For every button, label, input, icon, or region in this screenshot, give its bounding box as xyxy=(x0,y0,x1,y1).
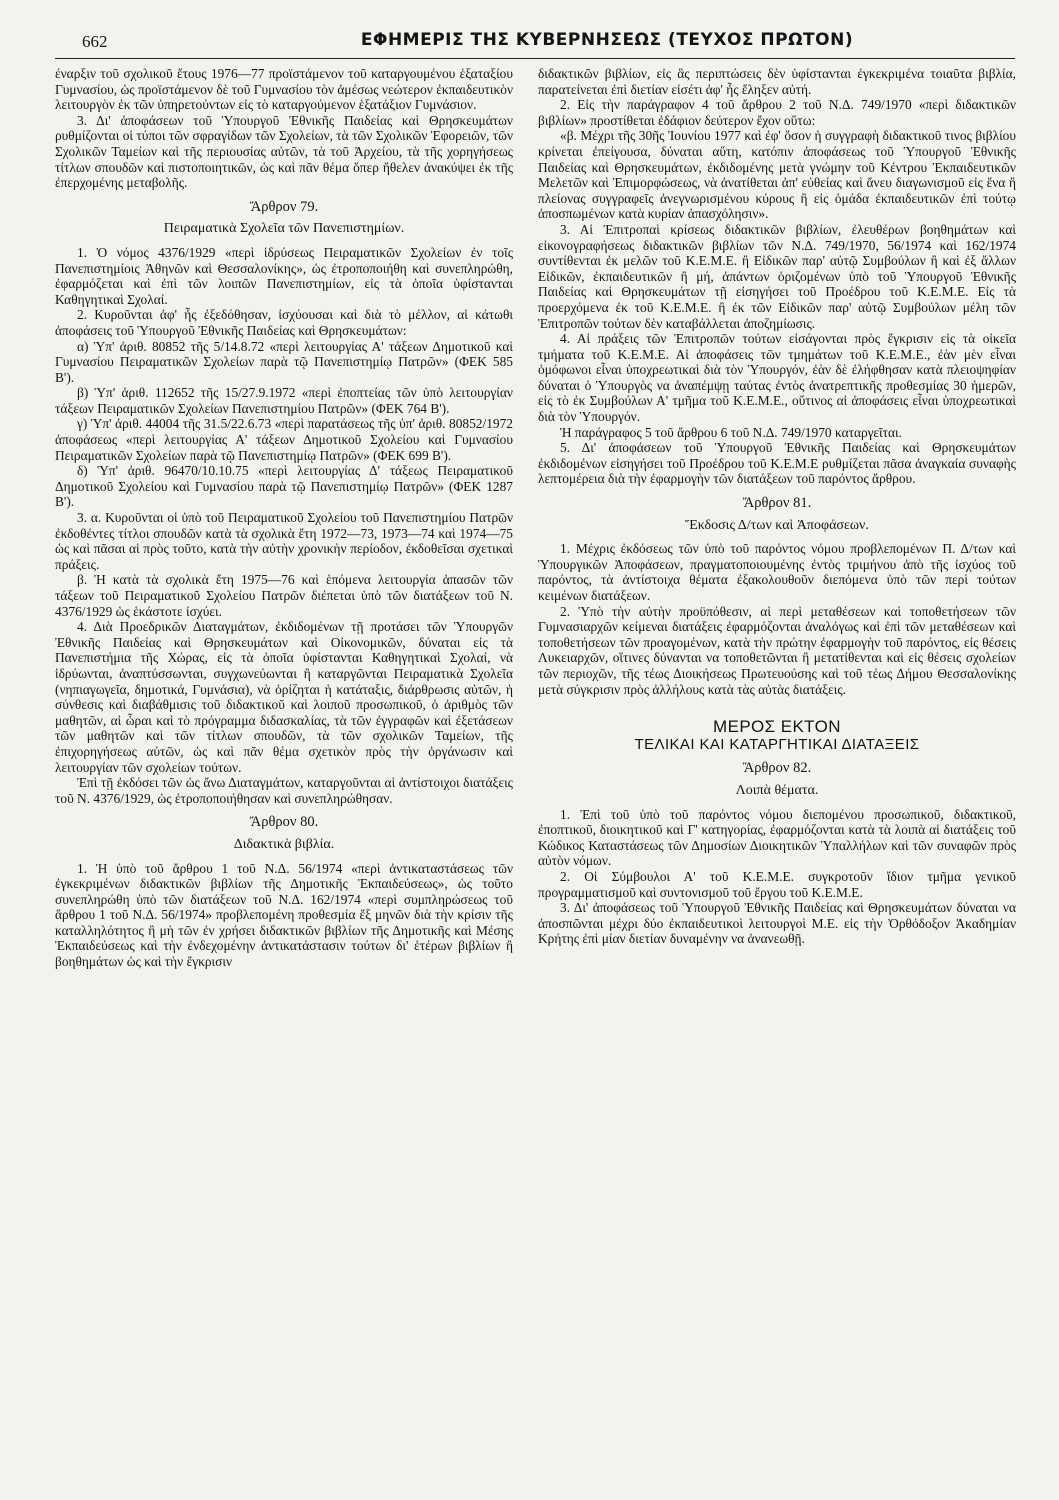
paragraph: 1. Ἐπὶ τοῦ ὑπὸ τοῦ παρόντος νόμου διεπομένου προσωπικοῦ, διδακτικοῦ, ἐποπτικοῦ, διοικητικοῦ καὶ Γ' κατηγορίας, ἐφαρμόζονται κατὰ τὰ λοιπὰ αἱ διατάξεις τοῦ Κώδικος Καταστάσεως τῶν Δημοσίων Διοικητικῶν Ὑπαλλήλων καὶ τῶν συναφῶν πρὸς αὐτὸν νόμων. xyxy=(538,806,1016,869)
paragraph: «β. Μέχρι τῆς 30ῆς Ἰουνίου 1977 καὶ ἐφ' ὅσον ἡ συγγραφὴ διδακτικοῦ τινος βιβλίου κρίνεται ἐπείγουσα, δύναται αὕτη, κατόπιν ἀποφάσεως τοῦ Ὑπουργοῦ Ἐθνικῆς Παιδείας καὶ Θρησκευμάτων, ἐκδιδομένης μετὰ γνώμην τοῦ Κέντρου Ἐκπαιδευτικῶν Μελετῶν καὶ Ἐπιμορφώσεως, νὰ ἀνατίθεται ἀπ' εὐθείας καὶ ἄνευ διαγωνισμοῦ εἰς ἕνα ἢ πλείονας συγγραφεῖς ἀνεγνωρισμένου κύρους ἢ εἰς ὁμάδα ἐκπαιδευτικῶν ἐπὶ τούτῳ ἀποσπωμένων κατὰ κυρίαν ἀπασχόλησιν». xyxy=(538,128,1016,222)
page-number: 662 xyxy=(82,32,108,51)
paragraph: διδακτικῶν βιβλίων, εἰς ἃς περιπτώσεις δὲν ὑφίστανται ἐγκεκριμένα τοιαῦτα βιβλία, παρατείνεται ἐπὶ διετίαν εἰσέτι ἀφ' ἧς ἔληξεν αὐτή. xyxy=(538,66,1016,97)
article-heading: Ἄρθρον 81. xyxy=(742,495,812,512)
paragraph: 2. Ὑπὸ τὴν αὐτὴν προϋπόθεσιν, αἱ περὶ μεταθέσεων καὶ τοποθετήσεων τῶν Γυμνασιαρχῶν κείμεναι διατάξεις ἐφαρμόζονται ἀναλόγως καὶ ἐπὶ τῶν μεταθέσεων καὶ τοποθετήσεων τῶν προαγομένων, κατὰ τὴν πρώτην ἐφαρμογὴν τοῦ παρόντος, εἰς θέσεις Λυκειαρχῶν, οἵτινες δύνανται να τοποθετῶνται ἢ μετατίθενται καὶ εἰς θέσεις σχολείων τῶν περιοχῶν, τῆς τέως Διοικήσεως Πρωτευούσης καὶ τοῦ τέως Δήμου Θεσσαλονίκης μετὰ σύγκρισιν πρὸς ἀλλήλους κατὰ τὰς αὐτὰς διατάξεις. xyxy=(538,603,1016,697)
gazette-title: ΕΦΗΜΕΡΙΣ ΤΗΣ ΚΥΒΕΡΝΗΣΕΩΣ (ΤΕΥΧΟΣ ΠΡΩΤΟΝ) xyxy=(360,30,854,50)
paragraph: 4. Αἱ πράξεις τῶν Ἐπιτροπῶν τούτων εἰσάγονται πρὸς ἔγκρισιν εἰς τὰ οἰκεῖα τμήματα τοῦ Κ.Ε.Μ.Ε. Αἱ ἀποφάσεις τῶν τμημάτων τοῦ Κ.Ε.Μ.Ε., ἐὰν μὲν εἶναι ὁμόφωνοι εἶναι ὑποχρεωτικαὶ διὰ τὸν Ὑπουργόν, ἐὰν δὲ ἐλήφθησαν κατὰ πλειοψηφίαν δύναται ὁ Ὑπουργὸς να ἀναπέμψῃ ταύτας ἐντὸς ἀνατρεπτικῆς προθεσμίας 30 ἡμερῶν, εἰς τὸ ἐκ Συμβούλων Α' τμῆμα τοῦ Κ.Ε.Μ.Ε., οὕτινος αἱ ἀποφάσεις εἶναι ὑποχρεωτικαὶ διὰ τὸν Ὑπουργόν. xyxy=(538,331,1016,425)
paragraph: 4. Διὰ Προεδρικῶν Διαταγμάτων, ἐκδιδομένων τῇ προτάσει τῶν Ὑπουργῶν Ἐθνικῆς Παιδείας καὶ Θρησκευμάτων καὶ Οἰκονομικῶν, δύναται εἰς τὰ Πανεπιστήμια τῆς Χώρας, εἰς τὰ ὁποῖα ὑφίστανται Καθηγητικαὶ Σχολαί, νὰ ἱδρύωνται, ἀναπτύσσωνται, συγχωνεύωνται ἢ καταργῶνται Πειραματικὰ Σχολεῖα (νηπιαγωγεῖα, δημοτικά, Γυμνάσια), νὰ ὁρίζηται ἡ κατάταξις, διάρθρωσις αὐτῶν, ἡ σύνθεσις καὶ διαβάθμισις τοῦ διδακτικοῦ καὶ λοιποῦ προσωπικοῦ, ὁ ἀριθμὸς τῶν μαθητῶν, αἱ ὧραι καὶ τὸ πρόγραμμα διδασκαλίας, τὰ τῶν ἐγγραφῶν καὶ ἐξετάσεων τῶν μαθητῶν καὶ τῶν τίτλων σπουδῶν, τὰ τῶν σχολικῶν Ταμείων, τῆς ἐπιχορηγήσεως αὐτῶν, ὡς καὶ πᾶν θέμα σχετικὸν πρὸς τὴν ὀργάνωσιν καὶ λειτουργίαν τῶν σχολείων τούτων. xyxy=(55,619,513,775)
paragraph: 1. Ὁ νόμος 4376/1929 «περὶ ἱδρύσεως Πειραματικῶν Σχολείων ἐν τοῖς Πανεπιστημίοις Ἀθηνῶν καὶ Θεσσαλονίκης», ὡς ἐτροποποιήθη καὶ συνεπληρώθη, ἐφαρμόζεται καὶ ἐπὶ τῶν λοιπῶν Πανεπιστημίων, εἰς τὰ ὁποῖα ὑφίστανται Καθηγητικαὶ Σχολαί. xyxy=(55,244,513,307)
right-column xyxy=(538,66,1016,947)
paragraph: έναρξιν τοῦ σχολικοῦ ἔτους 1976—77 προϊστάμενον τοῦ καταργουμένου ἑξαταξίου Γυμνασίου, ὡς προϊστάμενον δὲ τοῦ Γυμνασίου τὸν ἀμέσως νεώτερον ἐκπαιδευτικὸν λειτουργὸν ἐκ τῶν ὑπηρετούντων εἰς τὸ καταργούμενον ἑξατάξιον Γυμνάσιον. xyxy=(55,66,513,113)
paragraph: α) Ὑπ' ἀριθ. 80852 τῆς 5/14.8.72 «περὶ λειτουργίας Α' τάξεων Δημοτικοῦ καὶ Γυμνασίου Πειραματικῶν Σχολείων παρὰ τῷ Πανεπιστημίῳ Πατρῶν» (ΦΕΚ 585 Β'). xyxy=(55,338,513,385)
paragraph: 3. α. Κυροῦνται οἱ ὑπὸ τοῦ Πειραματικοῦ Σχολείου τοῦ Πανεπιστημίου Πατρῶν ἐκδοθέντες τίτλοι σπουδῶν κατὰ τὰ σχολικὰ ἔτη 1972—73, 1973—74 καὶ 1974—75 ὡς καὶ πᾶσαι αἱ πρὸς τοῦτο, κατὰ τὴν αὐτὴν χρονικὴν περίοδον, ἐκδοθεῖσαι σχετικαὶ πράξεις. xyxy=(55,510,513,572)
part-title: ΤΕΛΙΚΑΙ ΚΑΙ ΚΑΤΑΡΓΗΤΙΚΑΙ ΔΙΑΤΑΞΕΙΣ xyxy=(634,735,920,753)
article-title: Ἔκδοσις Δ/των καὶ Ἀποφάσεων. xyxy=(685,517,869,533)
page-header xyxy=(82,30,1012,60)
paragraph: 3. Δι' ἀποφάσεως τοῦ Ὑπουργοῦ Ἐθνικῆς Παιδείας καὶ Θρησκευμάτων δύναται να ἀποσπῶνται μέχρι δύο ἐκπαιδευτικοὶ λειτουργοὶ Μ.Ε. εἰς τὴν Ὀρθόδοξον Ἀκαδημίαν Κρήτης ἐπὶ μίαν διετίαν δυναμένην να ἀνανεωθῇ. xyxy=(538,900,1016,947)
article-heading: Ἄρθρον 80. xyxy=(249,814,319,831)
left-column xyxy=(55,66,513,970)
article-title: Διδακτικὰ βιβλία. xyxy=(233,836,335,852)
paragraph: Ἡ παράγραφος 5 τοῦ ἄρθρου 6 τοῦ Ν.Δ. 749/1970 καταργεῖται. xyxy=(560,424,902,440)
paragraph: 1. Μέχρις ἐκδόσεως τῶν ὑπὸ τοῦ παρόντος νόμου προβλεπομένων Π. Δ/των καὶ Ὑπουργικῶν Ἀποφάσεων, πραγματοποιουμένης ἐντὸς τριμήνου ἀπὸ τῆς ἰσχύος τοῦ παρόντος, τὰ ἀντίστοιχα θέματα ἐξακολουθοῦν διεπόμενα ὑπὸ τῶν περὶ τούτων κειμένων διατάξεων. xyxy=(538,541,1016,603)
article-title: Λοιπὰ θέματα. xyxy=(735,782,819,798)
paragraph: 3. Αἱ Ἐπιτροπαὶ κρίσεως διδακτικῶν βιβλίων, ἐλευθέρων βοηθημάτων καὶ εἰκονογραφήσεως διδακτικῶν βιβλίων τῶν Ν.Δ. 749/1970, 56/1974 καὶ 162/1974 συντίθενται ἐκ μελῶν τοῦ Κ.Ε.Μ.Ε. ἢ Εἰδικῶν παρ' αὐτῷ Συμβούλων ἢ καὶ ἐξ ἄλλων Εἰδικῶν, ἐκπαιδευτικῶν ἢ μή, ἁπάντων ὁριζομένων ὑπὸ τοῦ Ὑπουργοῦ Ἐθνικῆς Παιδείας καὶ Θρησκευμάτων τῇ εἰσηγήσει τοῦ Προέδρου τοῦ Κ.Ε.Μ.Ε. Εἰς τὰ προερχόμενα ἐκ τοῦ Κ.Ε.Μ.Ε. ἢ ἐκ τῶν Εἰδικῶν παρ' αὐτῷ Συμβούλων μέλη τῶν Ἐπιτροπῶν τούτων δὲν καταβάλλεται ἀποζημίωσις. xyxy=(538,221,1016,331)
article-heading: Ἄρθρον 79. xyxy=(249,198,319,215)
paragraph: 3. Δι' ἀποφάσεων τοῦ Ὑπουργοῦ Ἐθνικῆς Παιδείας καὶ Θρησκευμάτων ρυθμίζονται οἱ τύποι τῶν σφραγίδων τῶν Σχολείων, τὰ τῶν Σχολικῶν Ἐφορειῶν, τῶν Σχολικῶν Ταμείων καὶ τῆς περιουσίας αὐτῶν, τὰ τοῦ Ἀρχείου, τὰ τῆς χορηγήσεως τίτλων σπουδῶν καὶ πιστοποιητικῶν, ὡς καὶ πᾶν θέμα ὅπερ ἤθελεν ἀνακύψει ἐκ τῆς ἐπερχομένης μεταβολῆς. xyxy=(55,112,513,191)
paragraph: 2. Οἱ Σύμβουλοι Α' τοῦ Κ.Ε.Μ.Ε. συγκροτοῦν ἴδιον τμῆμα γενικοῦ προγραμματισμοῦ καὶ συντονισμοῦ τοῦ ἔργου τοῦ Κ.Ε.Μ.Ε. xyxy=(538,868,1016,900)
paragraph: β. Ἡ κατὰ τὰ σχολικὰ ἔτη 1975—76 καὶ ἑπόμενα λειτουργία ἁπασῶν τῶν τάξεων τοῦ Πειραματικοῦ Σχολείου Πατρῶν διέπεται ὑπὸ τῶν διατάξεων τοῦ Ν. 4376/1929 ὡς ἑκάστοτε ἰσχύει. xyxy=(55,572,513,619)
paragraph: 2. Εἰς τὴν παράγραφον 4 τοῦ ἄρθρου 2 τοῦ Ν.Δ. 749/1970 «περὶ διδακτικῶν βιβλίων» προστίθεται ἐδάφιον δεύτερον ἔχον οὕτω: xyxy=(538,97,1016,128)
paragraph: 1. Ἡ ὑπὸ τοῦ ἄρθρου 1 τοῦ Ν.Δ. 56/1974 «περὶ ἀντικαταστάσεως τῶν ἐγκεκριμένων διδακτικῶν βιβλίων τῆς Δημοτικῆς Ἐκπαιδεύσεως», ὡς τοῦτο συνεπληρώθη ὑπὸ τῶν διατάξεων τοῦ Ν.Δ. 162/1974 «περὶ συμπληρώσεως τοῦ ἄρθρου 1 τοῦ Ν.Δ. 56/1974» προβλεπομένη προθεσμία ἕξ μηνῶν διὰ τὴν κρίσιν τῆς καταλληλότητος ἢ μὴ τῶν ἐν χρήσει διδακτικῶν βιβλίων τῆς Δημοτικῆς καὶ Μέσης Ἐκπαιδεύσεως καὶ τὴν ἐνδεχομένην ἀντικατάστασιν τούτων δι' ἑτέρων βιβλίων ἢ βοηθημάτων ὡς καὶ τὴν ἔγκρισιν xyxy=(55,860,513,970)
paragraph: 2. Κυροῦνται ἀφ' ἧς ἐξεδόθησαν, ἰσχύουσαι καὶ διὰ τὸ μέλλον, αἱ κάτωθι ἀποφάσεις τοῦ Ὑπουργοῦ Ἐθνικῆς Παιδείας καὶ Θρησκευμάτων: xyxy=(55,307,513,338)
article-title: Πειραματικὰ Σχολεῖα τῶν Πανεπιστημίων. xyxy=(163,221,405,237)
paragraph: Ἐπὶ τῇ ἐκδόσει τῶν ὡς ἄνω Διαταγμάτων, καταργοῦνται αἱ ἀντίστοιχοι διατάξεις τοῦ Ν. 4376/1929, ὡς ἐτροποποιήθησαν καὶ συνεπληρώθησαν. xyxy=(55,775,513,806)
header-rule xyxy=(55,58,1015,59)
paragraph: 5. Δι' ἀποφάσεων τοῦ Ὑπουργοῦ Ἐθνικῆς Παιδείας καὶ Θρησκευμάτων ἐκδιδομένων εἰσηγήσει τοῦ Προέδρου τοῦ Κ.Ε.Μ.Ε ρυθμίζεται πᾶσα ἀναγκαία συναφὴς λεπτομέρεια διὰ τὴν ἐφαρμογὴν τῶν διατάξεων τοῦ παρόντος ἄρθρου. xyxy=(538,440,1016,487)
part-heading: ΜΕΡΟΣ ΕΚΤΟΝ xyxy=(713,717,841,737)
article-heading: Ἄρθρον 82. xyxy=(742,760,812,777)
paragraph: δ) Ὑπ' ἀριθ. 96470/10.10.75 «περὶ λειτουργίας Δ' τάξεως Πειραματικοῦ Δημοτικοῦ Σχολείου καὶ Γυμνασίου παρὰ τῷ Πανεπιστημίῳ Πατρῶν» (ΦΕΚ 1287 Β'). xyxy=(55,463,513,510)
paragraph: β) Ὑπ' ἀριθ. 112652 τῆς 15/27.9.1972 «περὶ ἐποπτείας τῶν ὑπὸ λειτουργίαν τάξεων Πειραματικῶν Σχολείων Πανεπιστημίου Πατρῶν» (ΦΕΚ 764 Β'). xyxy=(55,385,513,416)
paragraph: γ) Ὑπ' ἀριθ. 44004 τῆς 31.5/22.6.73 «περὶ παρατάσεως τῆς ὑπ' ἀριθ. 80852/1972 ἀποφάσεως «περὶ λειτουργίας Α' τάξεων Δημοτικοῦ Σχολείου καὶ Γυμνασίου Πειραματικῶν Σχολείων παρὰ τῷ Πανεπιστημίῳ Πατρῶν» (ΦΕΚ 699 Β'). xyxy=(55,416,513,463)
